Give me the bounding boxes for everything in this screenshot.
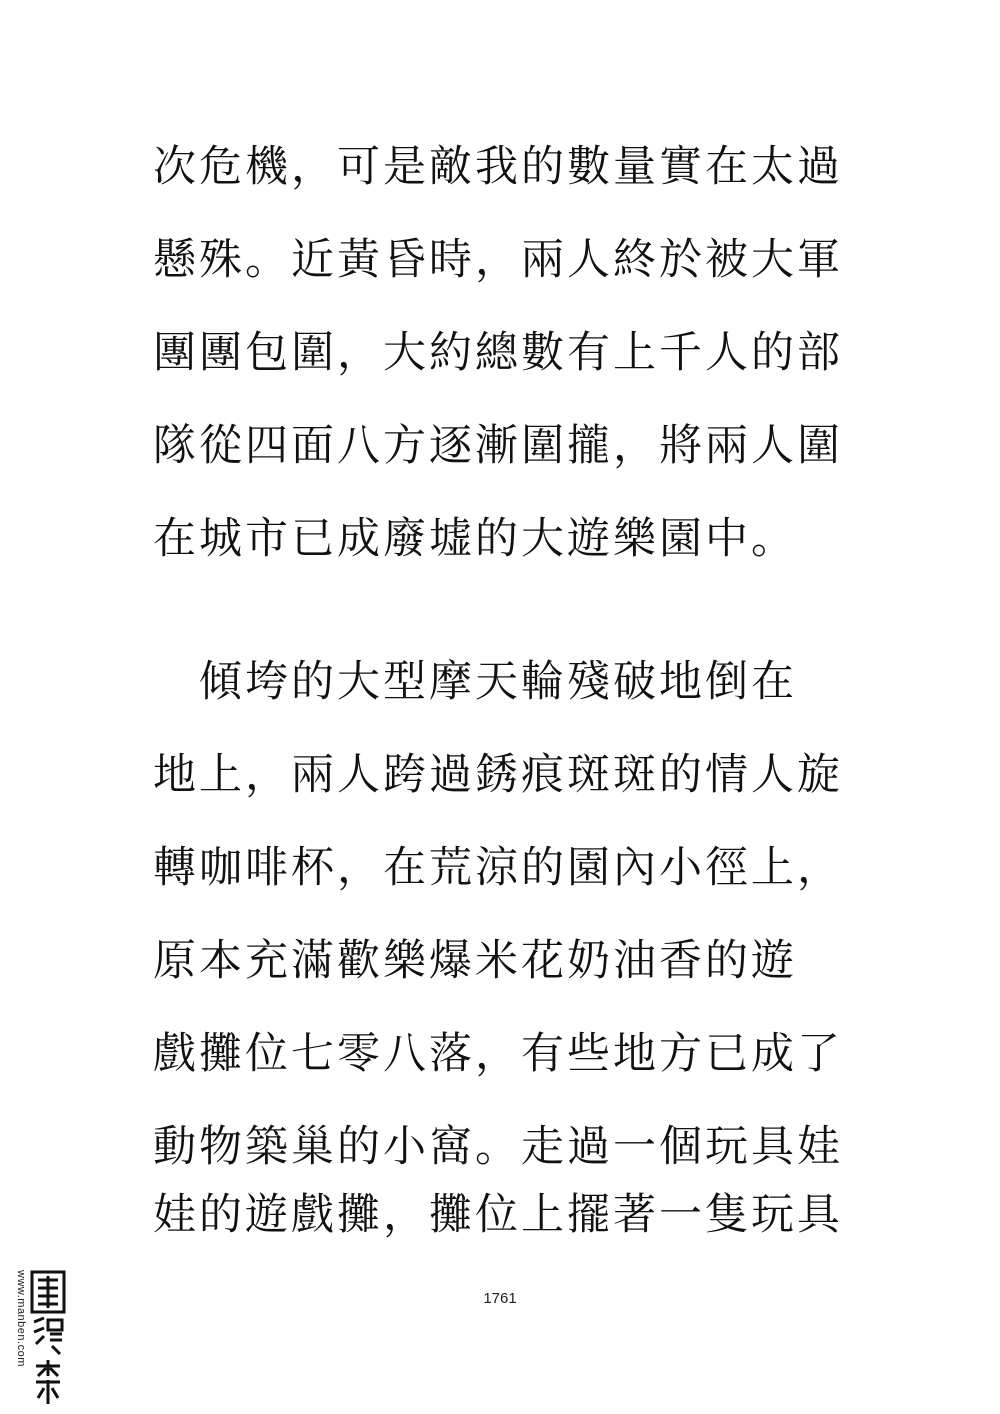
text-line-8: 轉咖啡杯，在荒涼的園內小徑上， [153,843,843,893]
text-line-6: 傾垮的大型摩天輪殘破地倒在 [153,657,797,707]
page-number: 1761 [483,1290,517,1307]
watermark-url-text: www.manben.com [15,1270,27,1367]
site-watermark [6,1268,68,1408]
text-line-2: 懸殊。近黃昏時，兩人終於被大軍 [153,235,843,285]
text-line-3: 團團包圍，大約總數有上千人的部 [153,328,843,378]
text-line-10: 戲攤位七零八落，有些地方已成了 [153,1029,843,1079]
text-line-12: 娃的遊戲攤，攤位上擺著一隻玩具 [153,1190,843,1240]
text-line-5: 在城市已成廢墟的大遊樂園中。 [153,514,797,564]
text-line-7: 地上，兩人跨過銹痕斑斑的情人旋 [153,750,843,800]
text-line-11: 動物築巢的小窩。走過一個玩具娃 [153,1122,843,1172]
text-line-9: 原本充滿歡樂爆米花奶油香的遊 [153,936,797,986]
text-line-1: 次危機，可是敵我的數量實在太過 [153,142,843,192]
watermark-logo-icon [30,1270,66,1406]
watermark-url [14,1268,28,1408]
text-line-4: 隊從四面八方逐漸圍攏，將兩人圍 [153,421,843,471]
